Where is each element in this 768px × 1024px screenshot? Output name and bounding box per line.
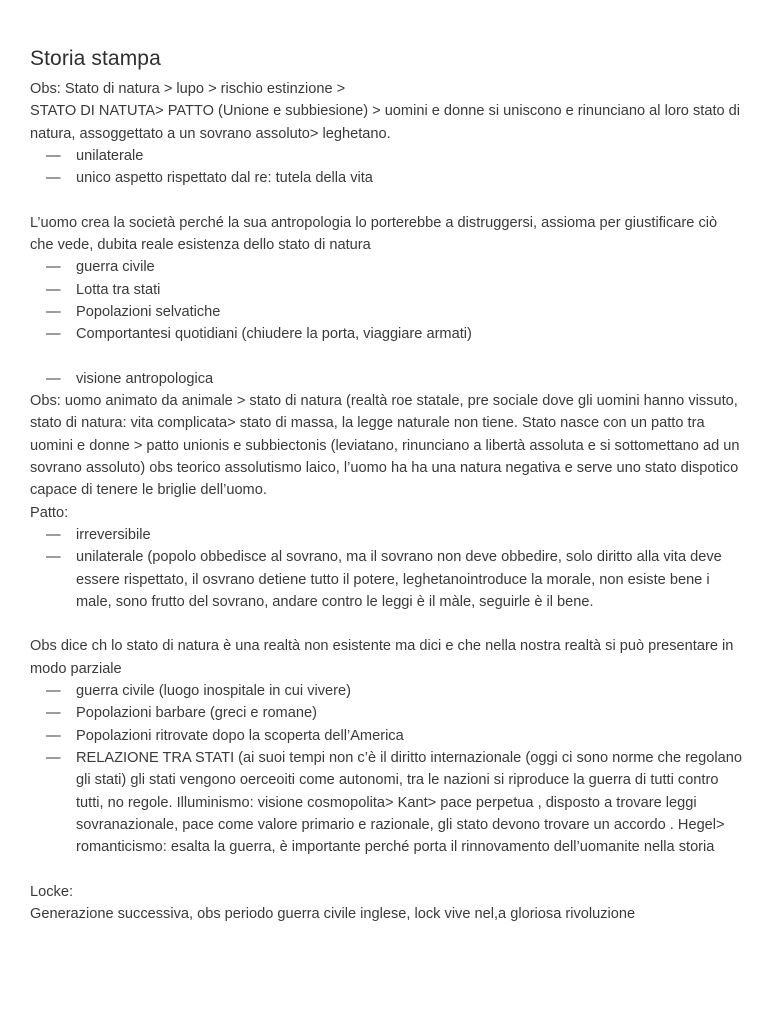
list-item — [30, 546, 742, 613]
blank-line — [30, 189, 742, 211]
paragraph: Obs: Stato di natura > lupo > rischio estinzione > — [30, 81, 346, 97]
list-item-text: unico aspetto rispettato dal re: tutela della vita — [76, 170, 373, 187]
list-item-text: Popolazioni selvatiche — [76, 303, 221, 320]
dash-list — [30, 256, 742, 345]
list-item — [30, 167, 742, 189]
list-item-text: guerra civile (luogo inospitale in cui vivere) — [76, 683, 351, 700]
document-body — [30, 78, 742, 925]
list-item — [30, 747, 742, 858]
list-item — [30, 301, 742, 323]
list-item — [30, 256, 742, 278]
dash-bullet-icon: — — [46, 683, 61, 700]
dash-list — [30, 368, 742, 390]
list-item-text: unilaterale — [76, 147, 144, 164]
list-item — [30, 368, 742, 390]
list-item — [30, 145, 742, 167]
list-item-text: Popolazioni barbare (greci e romane) — [76, 705, 317, 722]
list-item-text: unilaterale (popolo obbedisce al sovrano, ma il sovrano non deve obbedire, solo diritto alla vita deve essere rispettato, il osvrano detiene tutto il potere, leghetanointroduce la morale, non esiste bene i male, sono frutto del sovrano, andare contro le leggi è il màle, seguirle è il bene. — [76, 549, 722, 610]
dash-bullet-icon: — — [46, 281, 61, 298]
paragraph: L’uomo crea la società perché la sua antropologia lo porterebbe a distruggersi, assioma per giustificare ciò che vede, dubita reale esistenza dello stato di natura — [30, 214, 718, 254]
list-item — [30, 725, 742, 747]
document-title: Storia stampa — [30, 47, 161, 70]
paragraph: STATO DI NATUTA> PATTO (Unione e subbiesione) > uomini e donne si uniscono e rinunciano al loro stato di natura, assoggettato a un sovrano assoluto> leghetano. — [30, 103, 741, 142]
dash-bullet-icon: — — [46, 705, 61, 722]
blank-line — [30, 613, 742, 635]
dash-bullet-icon: — — [46, 303, 61, 320]
list-item — [30, 702, 742, 724]
list-item-text: Comportantesi quotidiani (chiudere la porta, viaggiare armati) — [76, 326, 472, 343]
paragraph: Obs: uomo animato da animale > stato di natura (realtà roe statale, pre sociale dove gli uomini hanno vissuto, stato di natura: vita complicata> stato di massa, la legge naturale non tiene. Stato nasce con un patto tra uomini e donne > patto unionis e subbiectonis (leviatano, rinunciano a libertà assoluta e si sottomettano ad un sovrano assoluto) obs teorico assolutismo laico, l’uomo ha ha una natura negativa e serve uno stato dispotico capace di tenere le briglie dell’uomo. — [30, 393, 740, 499]
dash-list — [30, 680, 742, 858]
list-item-text: visione antropologica — [76, 370, 214, 387]
paragraph: Locke: — [30, 883, 73, 900]
list-item-text: RELAZIONE TRA STATI (ai suoi tempi non c’è il diritto internazionale (oggi ci sono norme che regolano gli stati) gli stati vengono oerceoiti come autonomi, tra le nazioni si riproduce la guerra di tutti contro tutti, no regole. Illuminismo: visione cosmopolita> Kant> pace perpetua , disposto a trovare leggi sovranazionale, pace come valore primario e razionale, gli stato devono trovare un accordo . Hegel> romanticismo: esalta la guerra, è importante perché porta il rinnovamento dell’uomanite nella storia — [76, 749, 742, 856]
list-item — [30, 680, 742, 702]
dash-bullet-icon: — — [46, 549, 61, 566]
dash-bullet-icon: — — [46, 727, 61, 744]
dash-bullet-icon: — — [46, 749, 61, 766]
dash-list — [30, 145, 742, 190]
dash-list — [30, 524, 742, 613]
list-item — [30, 279, 742, 301]
dash-bullet-icon: — — [46, 259, 61, 276]
paragraph: Generazione successiva, obs periodo guerra civile inglese, lock vive nel,a gloriosa rivoluzione — [30, 905, 636, 922]
list-item-text: Popolazioni ritrovate dopo la scoperta dell’America — [76, 727, 404, 744]
blank-line — [30, 858, 742, 880]
paragraph: Patto: — [30, 504, 69, 521]
dash-bullet-icon: — — [46, 326, 61, 343]
list-item — [30, 323, 742, 345]
dash-bullet-icon: — — [46, 147, 61, 164]
list-item-text: irreversibile — [76, 526, 151, 543]
paragraph: Obs dice ch lo stato di natura è una realtà non esistente ma dici e che nella nostra realtà si può presentare in modo parziale — [30, 638, 734, 677]
blank-line — [30, 346, 742, 368]
dash-bullet-icon: — — [46, 526, 61, 543]
list-item — [30, 524, 742, 546]
dash-bullet-icon: — — [46, 370, 61, 387]
list-item-text: guerra civile — [76, 259, 155, 276]
list-item-text: Lotta tra stati — [76, 281, 161, 298]
dash-bullet-icon: — — [46, 170, 61, 187]
